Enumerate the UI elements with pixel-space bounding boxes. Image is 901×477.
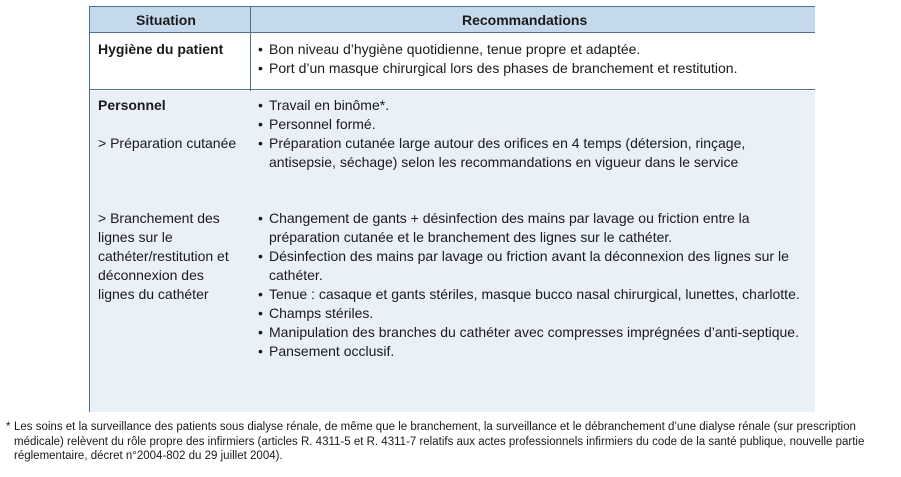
situation-hygiene: Hygiène du patient: [98, 41, 224, 57]
list-item: • Désinfection des mains par lavage ou friction avant la déconnexion des lignes sur le cathéter.: [258, 247, 808, 285]
table-row-personnel: [90, 91, 815, 412]
list-preparation: [258, 134, 808, 172]
list-hygiene: [258, 40, 808, 78]
list-item: • Préparation cutanée large autour des orifices en 4 temps (détersion, rinçage, antisepsie, séchage) selon les recommandations en vigueur dans le service: [258, 134, 808, 172]
table-row-hygiene: [90, 33, 815, 90]
header-situation: Situation: [136, 12, 196, 28]
list-item: • Changement de gants + désinfection des mains par lavage ou friction entre la préparation cutanée et le branchement des lignes sur le cathéter.: [258, 209, 808, 247]
table-header: [90, 7, 815, 33]
list-item: • Pansement occlusif.: [258, 342, 808, 361]
list-item: • Champs stériles.: [258, 304, 808, 323]
list-item: • Travail en binôme*.: [258, 96, 808, 115]
footnote-star: *: [6, 421, 11, 433]
footnote: [6, 420, 894, 464]
recommendations-table: [89, 6, 815, 412]
footnote-text: Les soins et la surveillance des patients sous dialyse rénale, de même que le branchement, la surveillance et le débranchement d’une dialyse rénale (sur prescription médicale) relèvent du rôle propre des infirmiers (articles R. 4311-5 et R. 4311-7 relatifs aux actes professionnels infirmiers du code de la santé publique, nouvelle partie réglementaire, décret n°2004-802 du 29 juillet 2004).: [14, 421, 865, 462]
header-recommandations: Recommandations: [462, 12, 588, 28]
list-item: • Personnel formé.: [258, 115, 808, 134]
list-branchement: [258, 209, 808, 361]
situation-personnel: Personnel: [98, 97, 166, 113]
list-item: • Manipulation des branches du cathéter avec compresses imprégnées d’anti-septique.: [258, 323, 808, 342]
list-item: • Bon niveau d’hygiène quotidienne, tenue propre et adaptée.: [258, 40, 808, 59]
list-personnel-general: [258, 96, 808, 134]
situation-preparation: > Préparation cutanée: [98, 135, 237, 151]
list-item: • Tenue : casaque et gants stériles, masque bucco nasal chirurgical, lunettes, charlotte.: [258, 285, 808, 304]
situation-branchement: > Branchement des lignes sur le cathéter/restitution et déconnexion des lignes du cathéter: [98, 210, 229, 302]
list-item: • Port d’un masque chirurgical lors des phases de branchement et restitution.: [258, 59, 808, 78]
